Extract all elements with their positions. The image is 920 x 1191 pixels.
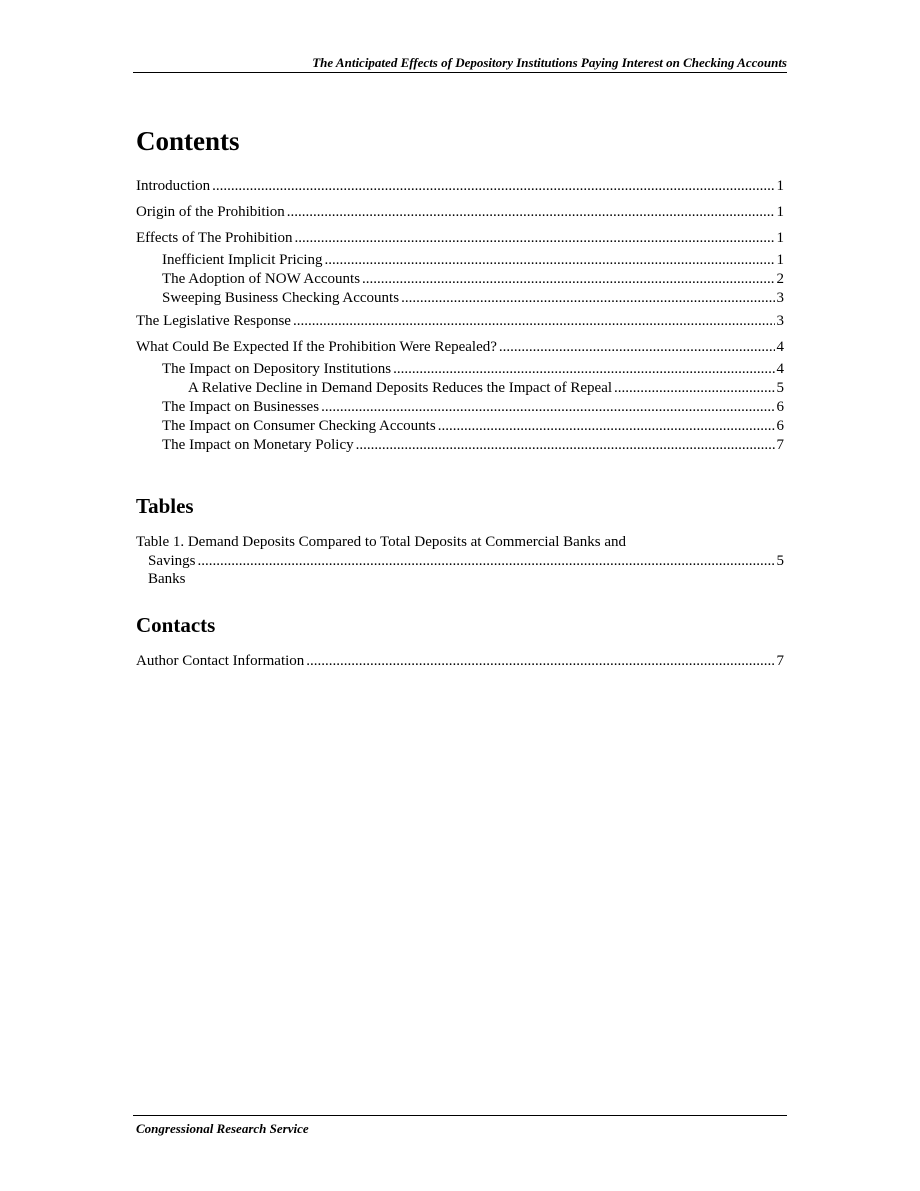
toc-entry-page: 1 (776, 204, 784, 220)
toc-entry[interactable] (136, 203, 784, 221)
dot-leader (499, 338, 775, 356)
toc-entry[interactable] (136, 312, 784, 330)
toc-entry-title: Origin of the Prohibition (136, 204, 285, 220)
dot-leader (293, 312, 775, 330)
toc-entry-title: The Impact on Businesses (162, 399, 320, 415)
dot-leader (212, 177, 774, 195)
header-rule (133, 72, 787, 73)
toc-entry[interactable] (136, 436, 784, 454)
footer-text: Congressional Research Service (136, 1121, 309, 1136)
footer-rule (133, 1115, 787, 1116)
table-entry-title-line1: Table 1. Demand Deposits Compared to Total Deposits at Commercial Banks and (136, 534, 627, 550)
toc-entry[interactable] (136, 417, 784, 435)
toc-entry-title: The Impact on Monetary Policy (162, 437, 354, 453)
toc-entry-page: 5 (776, 380, 784, 396)
dot-leader (401, 289, 774, 307)
toc-entry-title: Inefficient Implicit Pricing (162, 252, 323, 268)
toc-entry-title: The Adoption of NOW Accounts (162, 271, 361, 287)
toc-entry[interactable] (136, 177, 784, 195)
toc-entry-page: 1 (776, 230, 784, 246)
toc-entry-title: Effects of The Prohibition (136, 230, 293, 246)
tables-heading: Tables (136, 494, 194, 518)
contents-heading: Contents (136, 126, 240, 156)
contacts-heading: Contacts (136, 613, 216, 637)
dot-leader (321, 398, 774, 416)
toc-entry-page: 4 (776, 361, 784, 377)
toc-entry-page: 2 (776, 271, 784, 287)
dot-leader (295, 229, 775, 247)
table-entry[interactable] (136, 533, 784, 588)
toc-entry[interactable] (136, 289, 784, 307)
toc-entry-page: 7 (776, 437, 784, 453)
table-entry-title-line2: Savings Banks (148, 553, 196, 587)
toc-entry-title: Sweeping Business Checking Accounts (162, 290, 400, 306)
toc-entry-page: 6 (776, 399, 784, 415)
toc-entry[interactable] (136, 398, 784, 416)
contact-entry-page: 7 (776, 653, 784, 669)
dot-leader (438, 417, 775, 435)
table-entry-page: 5 (776, 553, 784, 569)
table-entry-continuation (136, 552, 784, 588)
toc-entry-title: The Impact on Consumer Checking Accounts (162, 418, 436, 434)
toc-entry[interactable] (136, 360, 784, 378)
toc-entry-page: 4 (776, 339, 784, 355)
toc-entry[interactable] (136, 338, 784, 356)
toc-entry-page: 3 (776, 313, 784, 329)
toc-entry[interactable] (136, 229, 784, 247)
contact-entry-title: Author Contact Information (136, 653, 305, 669)
toc-entry-title: Introduction (136, 178, 211, 194)
toc-entry-page: 6 (776, 418, 784, 434)
toc-entry-title: What Could Be Expected If the Prohibition Were Repealed? (136, 339, 497, 355)
dot-leader (287, 203, 775, 221)
dot-leader (325, 251, 775, 269)
toc-entry[interactable] (136, 251, 784, 269)
running-header: The Anticipated Effects of Depository Institutions Paying Interest on Checking Accounts (312, 55, 787, 70)
toc-entry-title: The Impact on Depository Institutions (162, 361, 392, 377)
dot-leader (614, 379, 774, 397)
toc-entry-title: A Relative Decline in Demand Deposits Reduces the Impact of Repeal (188, 380, 613, 396)
dot-leader (356, 436, 775, 454)
toc-entry-page: 1 (776, 178, 784, 194)
toc-entry[interactable] (136, 270, 784, 288)
toc-entry-page: 3 (776, 290, 784, 306)
dot-leader (393, 360, 774, 378)
dot-leader (306, 652, 774, 670)
toc-entry-title: The Legislative Response (136, 313, 291, 329)
dot-leader (362, 270, 774, 288)
toc-entry[interactable] (136, 379, 784, 397)
toc-entry-page: 1 (776, 252, 784, 268)
contact-entry[interactable] (136, 652, 784, 670)
dot-leader (198, 552, 775, 570)
